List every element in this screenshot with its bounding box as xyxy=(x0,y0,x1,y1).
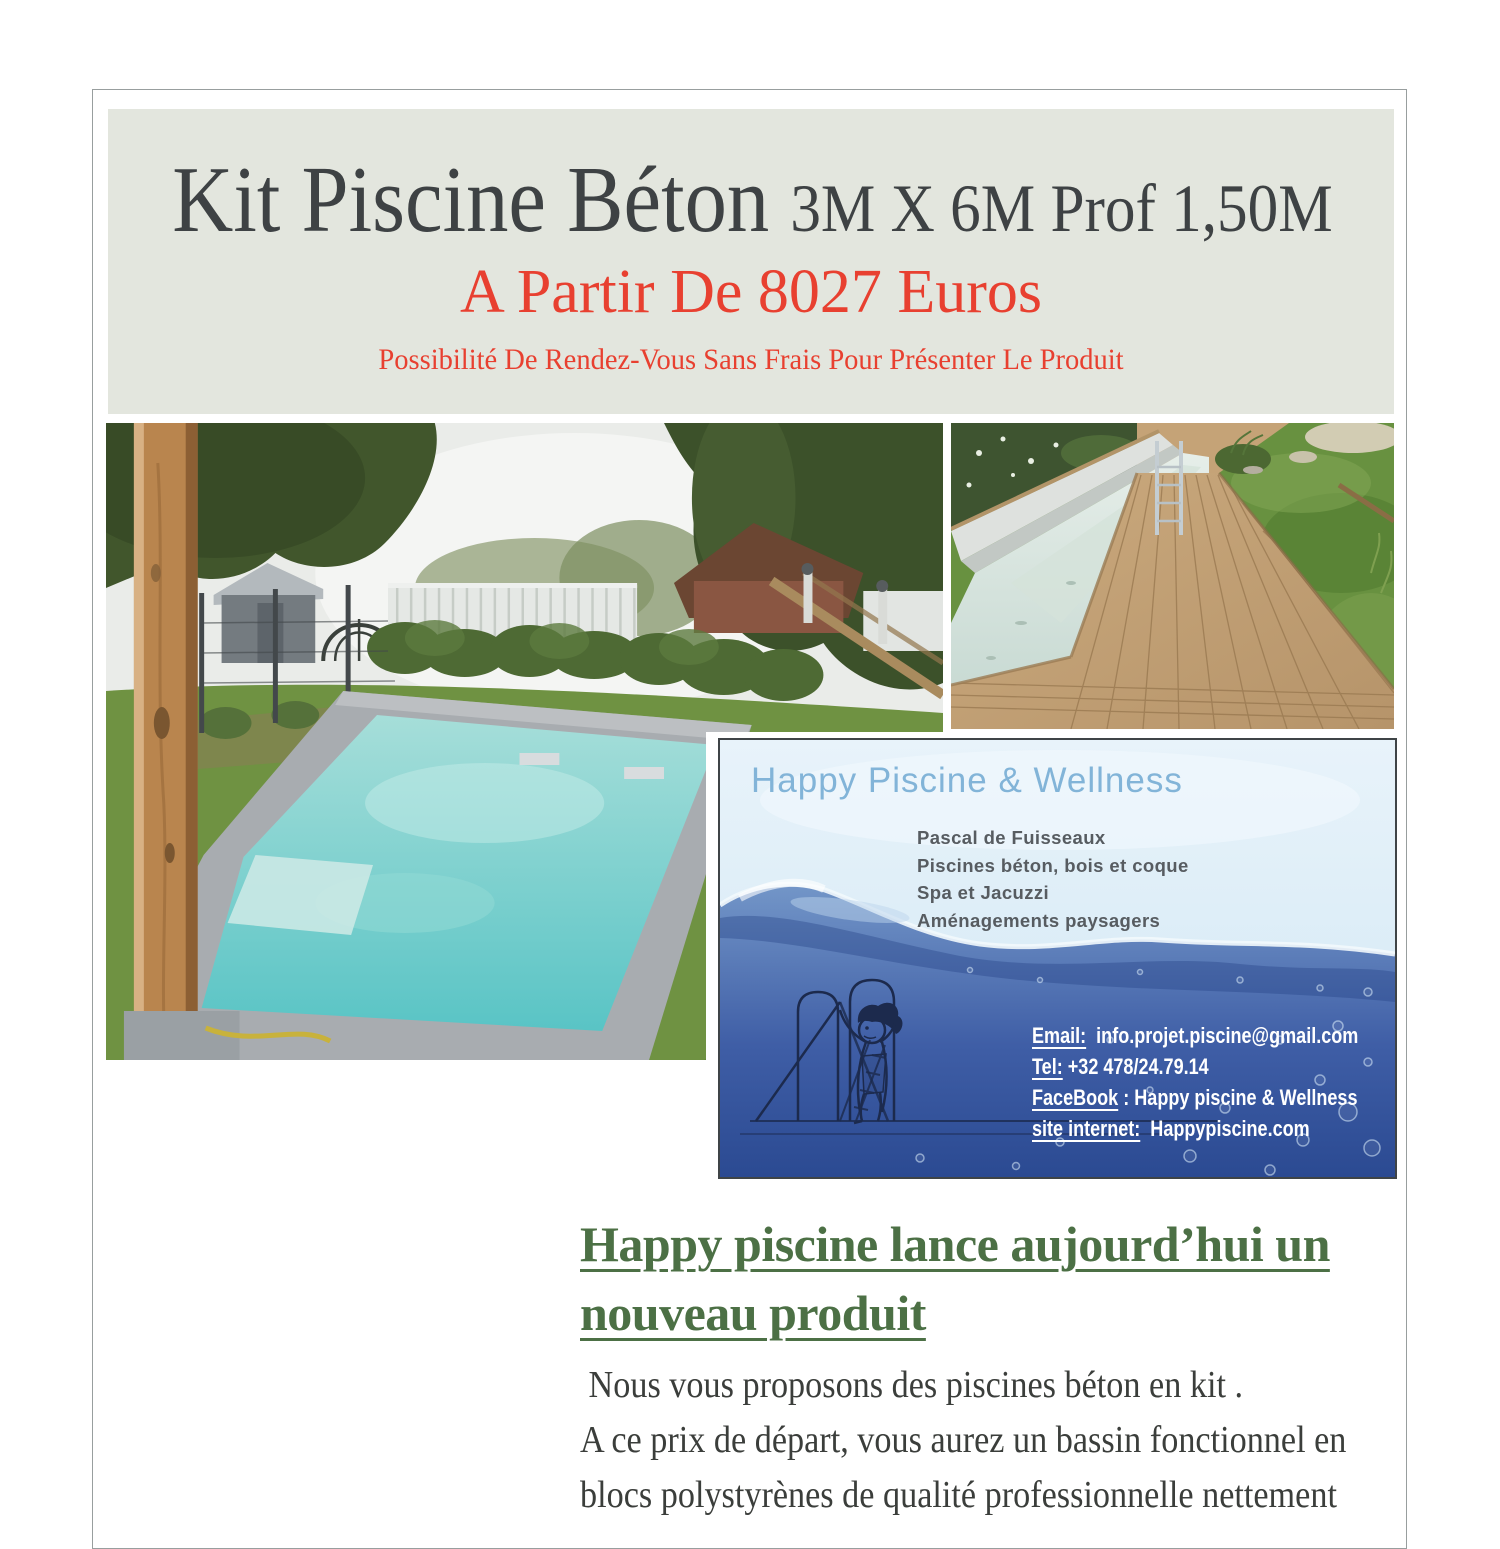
price-line: A Partir De 8027 Euros xyxy=(459,258,1043,326)
note-line: Possibilité De Rendez-Vous Sans Frais Pour Présenter Le Produit xyxy=(378,343,1124,376)
flyer-title-dimensions: 3M X 6M Prof 1,50M xyxy=(790,170,1333,246)
card-brand-name: Happy Piscine & Wellness xyxy=(751,761,1183,800)
card-phone-line: Tel: +32 478/24.79.14 xyxy=(1032,1054,1209,1079)
card-service-line-2: Spa et Jacuzzi xyxy=(917,882,1050,903)
card-service-line-3: Aménagements paysagers xyxy=(917,909,1161,931)
card-contact-lines xyxy=(1032,1020,1358,1144)
deck-pool-photo xyxy=(951,423,1394,729)
article-heading xyxy=(580,1210,1420,1348)
flyer-title-main: Kit Piscine Béton xyxy=(172,148,791,252)
business-card-inner xyxy=(718,738,1397,1179)
card-facebook-line: FaceBook : Happy piscine & Wellness xyxy=(1032,1085,1358,1110)
card-website-line: site internet: Happypiscine.com xyxy=(1032,1116,1310,1141)
card-owner-name: Pascal de Fuisseaux xyxy=(917,827,1106,848)
flyer-title xyxy=(172,148,1333,252)
article-heading-line-1: Happy piscine lance aujourd’hui un xyxy=(580,1216,1330,1272)
article-paragraph-2: A ce prix de départ, vous aurez un bassin fonctionnel en blocs polystyrènes de qualité professionnelle nettement xyxy=(580,1419,1347,1516)
card-service-line-1: Piscines béton, bois et coque xyxy=(917,854,1189,876)
card-email-line: Email: info.projet.piscine@gmail.com xyxy=(1032,1023,1359,1048)
article xyxy=(580,1210,1420,1523)
flyer-page xyxy=(92,89,1407,1549)
business-card xyxy=(706,732,1402,1184)
card-info-lines xyxy=(917,824,1189,934)
article-paragraph-1: Nous vous proposons des piscines béton en kit . xyxy=(580,1364,1244,1406)
article-heading-line-2: nouveau produit xyxy=(580,1285,926,1341)
flyer-header xyxy=(108,109,1394,414)
